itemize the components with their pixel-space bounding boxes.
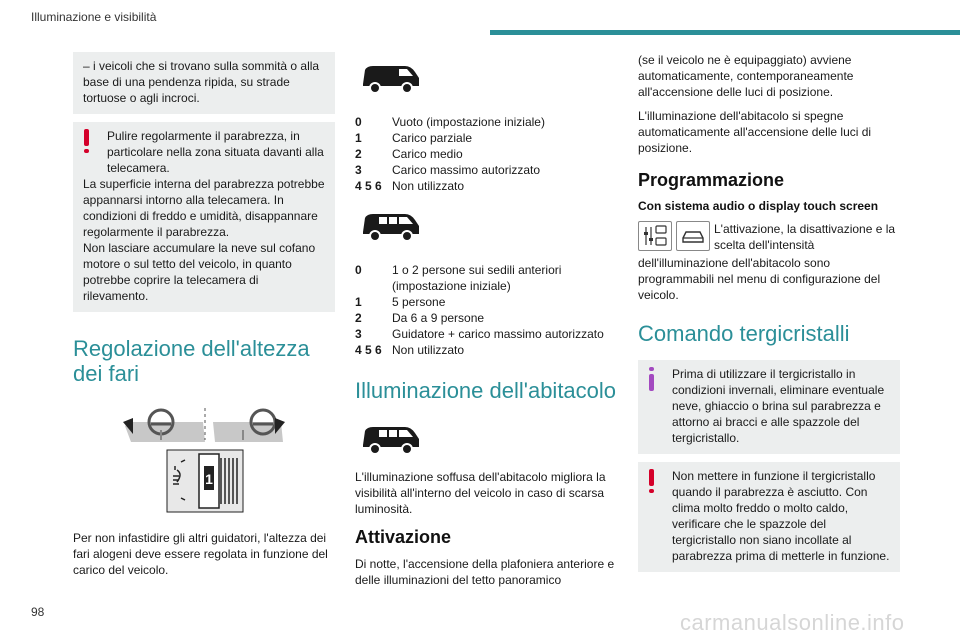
- paragraph-programming: dell'illuminazione dell'abitacolo sono programmabili nel menu di configurazione del veicolo.: [638, 256, 881, 302]
- list-item-value: Da 6 a 9 persone: [392, 311, 485, 325]
- dashboard-right-icon: [213, 410, 285, 442]
- heading-cabin-lighting: Illuminazione dell'abitacolo: [355, 378, 617, 403]
- paragraph-activation-continued: (se il veicolo ne è equipaggiato) avviene automaticamente, contemporaneamente all'accensione delle luci di posizione.: [638, 53, 854, 99]
- paragraph-cabin-lighting: L'illuminazione soffusa dell'abitacolo migliora la visibilità all'interno del veicolo in caso di scarsa luminosità.: [355, 470, 606, 516]
- note-box-vehicles: [73, 52, 335, 114]
- list-item-value: 1 o 2 persone sui sedili anteriori (impostazione iniziale): [392, 263, 562, 293]
- column-3: [638, 52, 900, 580]
- warning-wiper-text: Non mettere in funzione il tergicristallo quando il parabrezza è asciutto. Con clima molto freddo o molto caldo, verificare che le spazzole del tergicristallo non siano incollate al parabrezza prima di metterle in funzione.: [672, 469, 890, 563]
- column-1: [73, 52, 335, 586]
- list-item-key: 1: [355, 295, 362, 309]
- heading-headlight-adjustment: Regolazione dell'altezza dei fari: [73, 336, 310, 386]
- list-item: [355, 130, 617, 146]
- list-item: [355, 310, 617, 326]
- dial-value: 1: [205, 471, 213, 487]
- paragraph-headlights: Per non infastidire gli altri guidatori, l'altezza dei fari alogeni deve essere regolata in funzione del carico del veicolo.: [73, 531, 328, 577]
- settings-screen-icon: [638, 221, 672, 251]
- list-item: [355, 162, 617, 178]
- subheading-programming: Programmazione: [638, 170, 785, 190]
- car-icon: [676, 221, 710, 251]
- warning-box-wiper: [638, 462, 900, 572]
- subheading-audio-system: Con sistema audio o display touch screen: [638, 199, 879, 213]
- list-item: [355, 146, 617, 162]
- icon-text-first: L'attivazione, la disattivazione e la scelta dell'intensità: [714, 222, 896, 252]
- heading-wiper-control: Comando tergicristalli: [638, 321, 850, 346]
- header-section-title: Illuminazione e visibilità: [31, 10, 157, 24]
- warning-mark-icon: [84, 129, 91, 155]
- list-item: [355, 114, 617, 130]
- warning-mark-icon-2: [649, 469, 656, 495]
- list-item-key: 0: [355, 115, 362, 129]
- subheading-activation: Attivazione: [355, 527, 452, 547]
- list-item-value: Guidatore + carico massimo autorizzato: [392, 327, 604, 341]
- list-item-value: Non utilizzato: [392, 179, 465, 193]
- list-item: [355, 294, 617, 310]
- header-accent-bar: [490, 30, 960, 35]
- dashboard-left-icon: [123, 410, 205, 442]
- note-text: – i veicoli che si trovano sulla sommità o alla base di una pendenza ripida, su strade tortuose o agli incroci.: [83, 59, 320, 105]
- list-item-value: Non utilizzato: [392, 343, 465, 357]
- list-item-key: 4 5 6: [355, 343, 382, 357]
- warning-text-2: La superficie interna del parabrezza potrebbe appannarsi intorno alla telecamera. In condizioni di freddo e umidità, disappannare regolarmente il parabrezza.: [83, 177, 325, 239]
- paragraph-lighting-off: L'illuminazione dell'abitacolo si spegne automaticamente all'accensione delle luci di posizione.: [638, 109, 872, 155]
- list-item: [355, 342, 617, 358]
- warning-text-1: Pulire regolarmente il parabrezza, in particolare nella zona situata davanti alla telecamera.: [107, 129, 324, 175]
- watermark: carmanualsonline.info: [680, 610, 905, 635]
- list-item-value: Carico parziale: [392, 131, 473, 145]
- list-item-key: 3: [355, 327, 362, 341]
- list-item-value: Vuoto (impostazione iniziale): [392, 115, 545, 129]
- list-item-key: 2: [355, 147, 362, 161]
- list-item: [355, 326, 617, 342]
- info-box-winter: [638, 360, 900, 454]
- passengers-list: [355, 262, 617, 358]
- headlight-adjuster-figure: [123, 404, 285, 514]
- list-item-key: 1: [355, 131, 362, 145]
- paragraph-activation: Di notte, l'accensione della plafoniera anteriore e delle illuminazioni del tetto panoramico: [355, 557, 615, 587]
- info-text: Prima di utilizzare il tergicristallo in condizioni invernali, eliminare eventuale neve, ghiaccio o brina sul parabrezza e attorno ai bracci e alle spazzole del tergicristallo.: [672, 367, 885, 445]
- page-number: 98: [31, 605, 45, 619]
- list-item-key: 0: [355, 263, 362, 277]
- list-item: [355, 178, 617, 194]
- warning-text-3: Non lasciare accumulare la neve sul cofano motore o sul tetto del veicolo, in quanto potrebbe coprire la telecamera di rilevamento.: [83, 241, 316, 303]
- van-passengers-icon: [359, 204, 423, 244]
- list-item-value: Carico medio: [392, 147, 463, 161]
- info-mark-icon: [649, 367, 656, 393]
- list-item: [355, 262, 617, 294]
- list-item-value: Carico massimo autorizzato: [392, 163, 541, 177]
- list-item-key: 4 5 6: [355, 179, 382, 193]
- list-item-key: 2: [355, 311, 362, 325]
- column-2: [355, 52, 617, 596]
- warning-box-camera: [73, 122, 335, 312]
- list-item-value: 5 persone: [392, 295, 446, 309]
- icon-text-row: [638, 221, 900, 253]
- list-item-key: 3: [355, 163, 362, 177]
- load-list: [355, 114, 617, 194]
- van-passengers-icon-2: [359, 417, 423, 457]
- van-icon: [359, 56, 423, 96]
